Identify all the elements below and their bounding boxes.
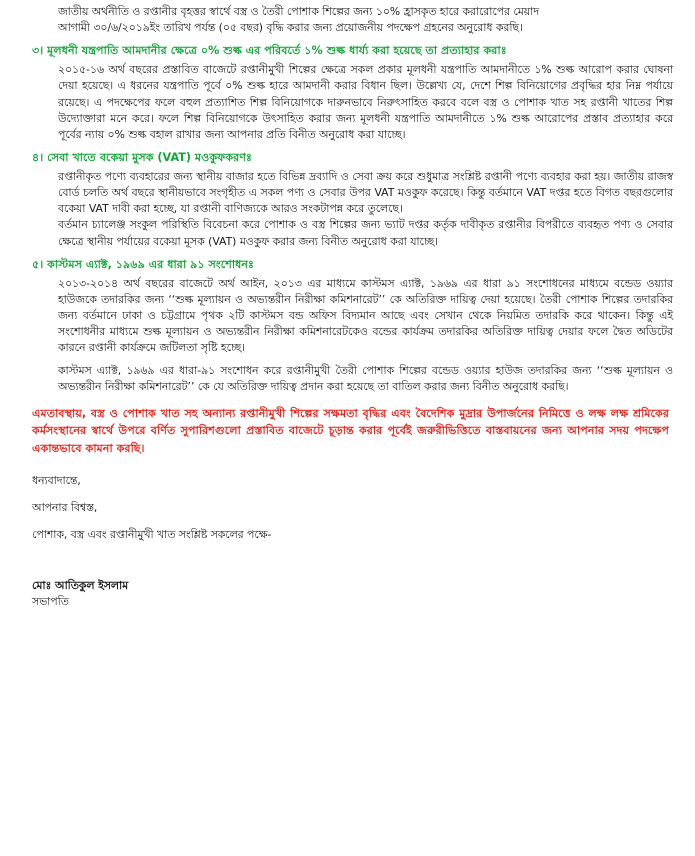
- signatory-name: মোঃ আতিকুল ইসলাম: [32, 578, 129, 592]
- section-5-body-2: কাস্টমস এ্যাক্ট, ১৯৬৯ এর ধারা-৯১ সংশোধন করে রপ্তানীমুখী তৈরী পোশাক শিল্পের বন্ডেড ওয়্যার হাউজ তদারকির জন্য ‘‘শুল্ক মূল্যায়ন ও অভ্যন্তরীন নিরীক্ষা কমিশনারেট’’ কে যে অতিরিক্ত দায়িত্ব প্রদান করা হয়েছে তা বাতিল করার জন্য বিনীত অনুরোধ করছি।: [58, 363, 673, 393]
- intro-paragraph: [22, 4, 673, 36]
- thanks-line: ধন্যবাদান্তে,: [32, 474, 81, 488]
- signatory-title: সভাপতি: [32, 594, 69, 608]
- signoff-block: [22, 473, 673, 610]
- section-5-body-1: ২০১৩-২০১৪ অর্থ বছরের বাজেটে অর্থ আইন, ২০১৩ এর মাধ্যমে কাস্টমস এ্যাক্ট, ১৯৬৯ এর ধারা ৯১ সংশোধনের মাধ্যমে বন্ডেড ওয়্যার হাউজকে তদারকির জন্য ‘‘শুল্ক মূল্যায়ন ও অভ্যন্তরীন নিরীক্ষা কমিশনারেট’’ কে অতিরিক্ত দায়িত্ব দেয়া হয়েছে। তৈরী পোশাক শিল্পের তদারকির জন্য বর্তমানে ঢাকা ও চট্টগ্রামে পৃথক ২টি কাস্টমস বন্ড অফিস বিদ্যমান আছে এবং সেখান থেকে নিয়মিত তদারকি করে থাকেন। কিন্তু এই সংশোধনীর মাধ্যমে শুল্ক মূল্যায়ন ও অভ্যন্তরীন নিরীক্ষা কমিশনারেটকেও বন্ডের কার্যক্রম তদারকির অতিরিক্ত দায়িত্ব দেয়ার ফলে দ্বৈত অডিটের কারনে রপ্তানী কার্যক্রমে জটিলতা সৃষ্টি হচ্ছে।: [58, 276, 673, 355]
- intro-line-2: আগামী ৩০/৬/২০১৯ইং তারিখ পর্যন্ত (০৫ বছর) বৃদ্ধি করার জন্য প্রয়োজনীয় পদক্ষেপ গ্রহনের অনুরোধ করছি।: [58, 21, 523, 35]
- on-behalf-line: পোশাক, বস্ত্র এবং রপ্তানীমুখী খাত সংশ্লিষ্ট সকলের পক্ষে-: [32, 528, 272, 542]
- intro-line-1: জাতীয় অর্থনীতি ও রপ্তানীর বৃহত্তর স্বার্থে বস্ত্র ও তৈরী পোশাক শিল্পের জন্য ১০% হ্রাসকৃত হারে করারোপের মেয়াদ: [58, 5, 539, 18]
- section-4-heading: ৪। সেবা খাতে বকেয়া মুসক (VAT) মওকুফকরণঃ: [32, 151, 253, 165]
- closing-request: এমতাবস্থায়, বস্ত্র ও পোশাক খাত সহ অন্যান্য রপ্তানীমুখী শিল্পের সক্ষমতা বৃদ্ধির এবং বৈদেশিক মুদ্রার উপার্জনের নিমিত্তে ও লক্ষ লক্ষ শ্রমিকের কর্মসংস্থানের স্বার্থে উপরে বর্ণিত সুপারিশগুলো প্রস্তাবিত বাজেটে চূড়ান্ত করার পূর্বেই জরুরীভিত্তিতে বাস্তবায়নের জন্য আপনার সদয় পদক্ষেপ একান্তভাবে কামনা করছি।: [32, 406, 669, 455]
- section-4-body-1: রপ্তানীকৃত পণ্যে ব্যবহারের জন্য স্থানীয় বাজার হতে বিভিন্ন দ্রব্যাদি ও সেবা ক্রয় করে শুধুমাত্র সংশ্লিষ্ট রপ্তানী পণ্যে ব্যবহার করা হয়। জাতীয় রাজস্ব বোর্ড চলতি অর্থ বছরে স্থানীয়ভাবে সংগৃহীত এ সকল পণ্য ও সেবার উপর VAT মওকুফ করেছে। কিন্তু বর্তমানে VAT দপ্তর হতে বিগত বছরগুলোর বকেয়া VAT দাবী করা হচ্ছে, যা রপ্তানী বাণিজ্যকে আরও সংকটাপন্ন করে তুলেছে।: [58, 169, 673, 216]
- section-3-body: ২০১৫-১৬ অর্থ বছরের প্রস্তাবিত বাজেটে রপ্তানীমুখী শিল্পের ক্ষেত্রে সকল প্রকার মূলধনী যন্ত্রপাতি আমদানীতে ১% শুল্ক আরোপ করার ঘোষনা দেয়া হয়েছে। এ ধরনের যন্ত্রপাতি পূর্বে ০% শুল্ক হারে আমদানী করার বিধান ছিল। উল্লেখ্য যে, দেশে শিল্প বিনিয়োগের প্রবৃদ্ধির হার নিম্ন পর্যায়ে রয়েছে। এ পদক্ষেপের ফলে বহুল প্রত্যাশিত শিল্প বিনিয়োগকে দারুনভাবে নিরুৎসাহিত করবে বলে বস্ত্র ও পোশাক খাত সহ রপ্তানী খাতের শিল্প উদ্যোক্তারা মনে করে। ফলে শিল্প বিনিয়োগকে উৎসাহিত করার জন্য মূলধনী যন্ত্রপাতি আমদানীতে ১% শুল্ক আরোপের প্রস্তাব প্রত্যাহার করে পূর্বের ন্যায় ০% শুল্ক বহাল রাখার জন্য আপনার প্রতি বিনীত অনুরোধ করা যাচ্ছে।: [58, 63, 673, 141]
- section-3-heading: ৩। মূলধনী যন্ত্রপাতি আমদানীর ক্ষেত্রে ০% শুল্ক এর পরিবর্তে ১% শুল্ক ধার্য্য করা হয়েছে তা প্রত্যাহার করাঃ: [32, 44, 507, 58]
- section-5-heading: ৫। কাস্টমস এ্যাক্ট, ১৯৬৯ এর ধারা ৯১ সংশোধনঃ: [32, 257, 254, 271]
- yours-faithfully: আপনার বিশ্বস্ত,: [32, 501, 98, 515]
- section-4-body-2: বর্তমান চ্যালেঞ্জ সংকুল পরিস্থিতি বিবেচনা করে পোশাক ও বস্ত্র শিল্পের জন্য ভ্যাট দপ্তর কর্তৃক দাবীকৃত রপ্তানীর বিপরীতে ব্যবহৃত পণ্য ও সেবার ক্ষেত্রে স্থানীয় পর্যায়ের বকেয়া মূসক (VAT) মওকুফ করার জন্য বিনীত অনুরোধ করা যাচ্ছে।: [58, 218, 673, 248]
